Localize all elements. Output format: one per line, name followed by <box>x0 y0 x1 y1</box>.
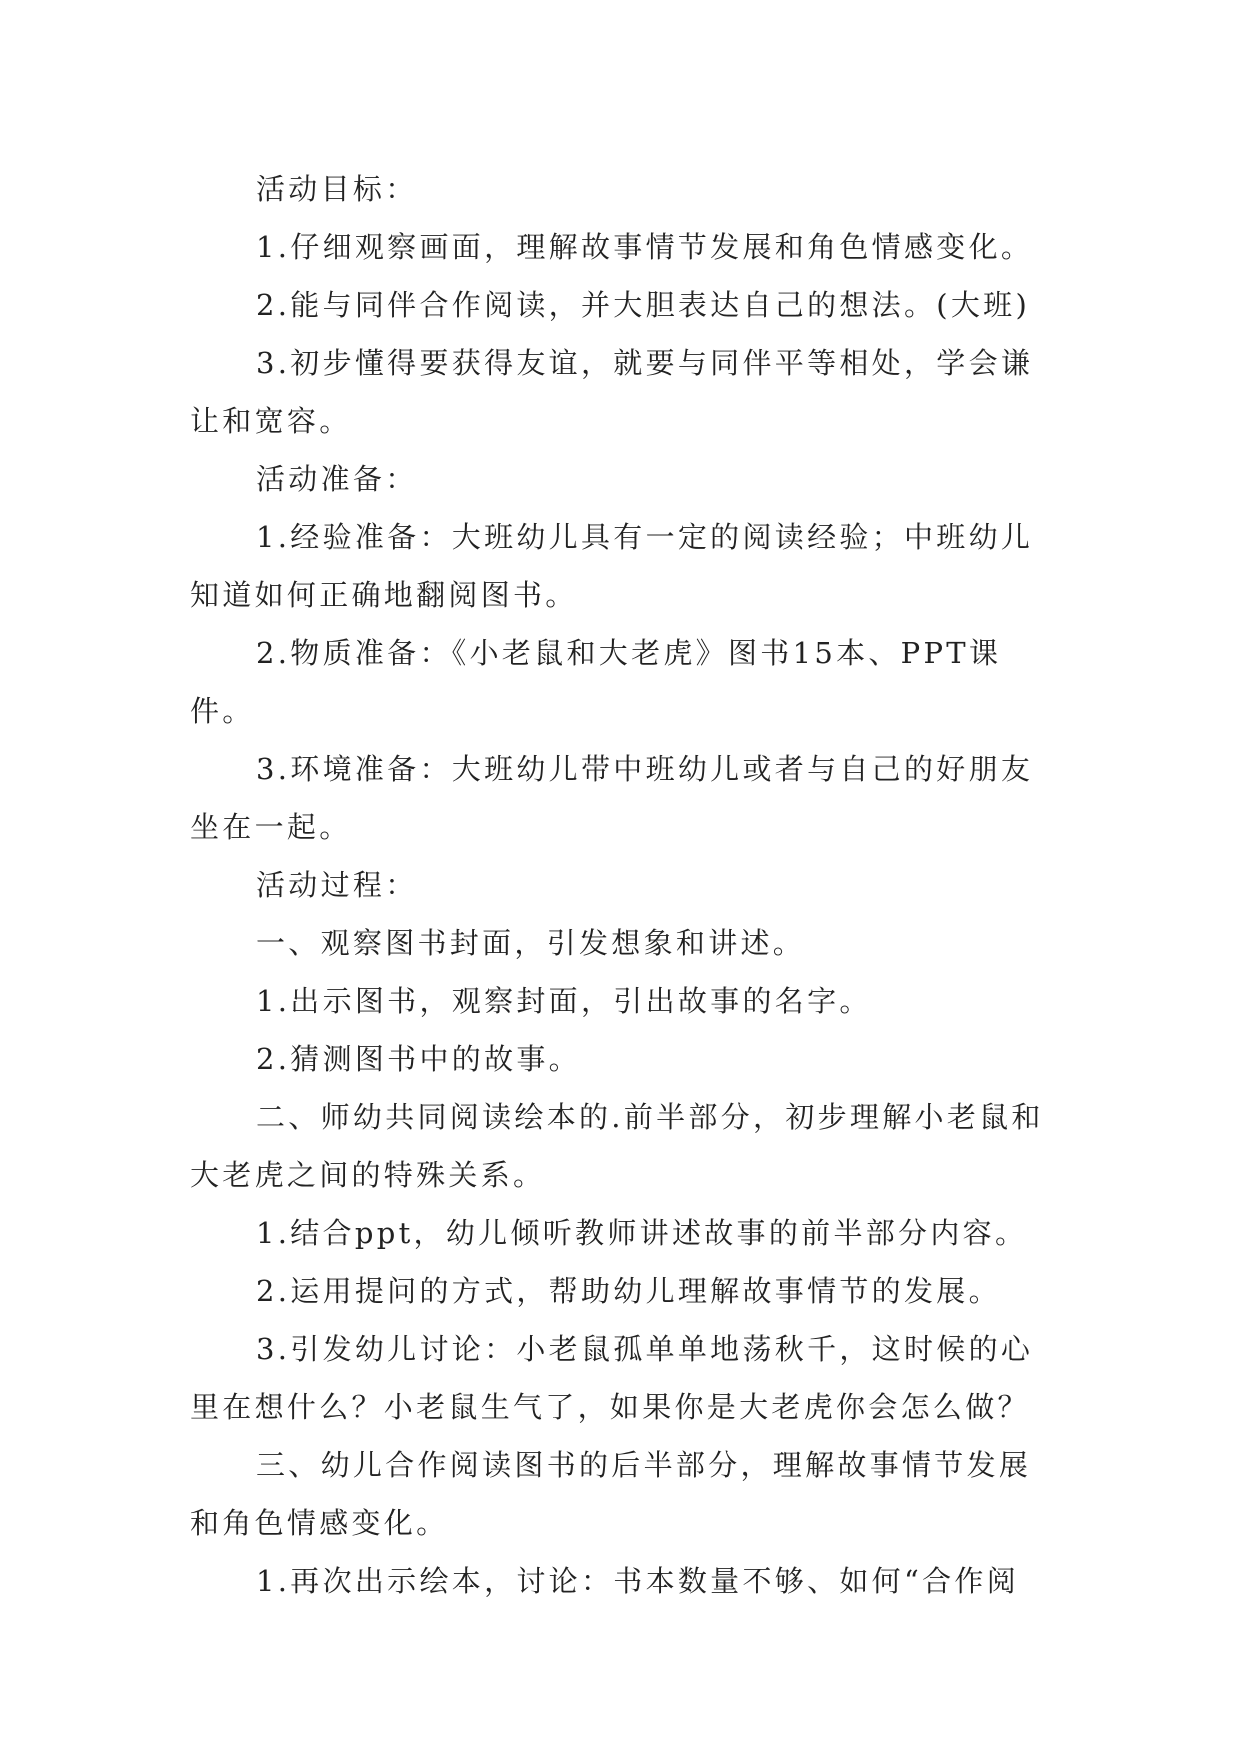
process-section-1-item-1: 1.出示图书，观察封面，引出故事的名字。 <box>256 984 872 1018</box>
process-section-1: 一、观察图书封面，引发想象和讲述。 <box>256 926 806 960</box>
document-body <box>190 160 1050 1610</box>
process-section-2: 二、师幼共同阅读绘本的.前半部分，初步理解小老鼠和大老虎之间的特殊关系。 <box>190 1100 1044 1192</box>
goal-item-1: 1.仔细观察画面，理解故事情节发展和角色情感变化。 <box>256 230 1034 264</box>
preparation-item-1: 1.经验准备：大班幼儿具有一定的阅读经验；中班幼儿知道如何正确地翻阅图书。 <box>190 520 1034 612</box>
process-section-2-item-3: 3.引发幼儿讨论：小老鼠孤单单地荡秋千，这时候的心里在想什么？小老鼠生气了，如果你是大老虎你会怎么做？ <box>190 1332 1034 1424</box>
heading-activity-process: 活动过程： <box>256 868 418 902</box>
preparation-item-2: 2.物质准备：《小老鼠和大老虎》图书15本、PPT课件。 <box>190 636 1002 728</box>
heading-activity-preparation: 活动准备： <box>256 462 418 496</box>
process-section-2-item-2: 2.运用提问的方式，帮助幼儿理解故事情节的发展。 <box>256 1274 1001 1308</box>
process-section-1-item-2: 2.猜测图书中的故事。 <box>256 1042 581 1076</box>
preparation-item-3: 3.环境准备：大班幼儿带中班幼儿或者与自己的好朋友坐在一起。 <box>190 752 1034 844</box>
process-section-3-item-1: 1.再次出示绘本，讨论：书本数量不够、如何“合作阅 <box>256 1564 1019 1598</box>
heading-activity-goals: 活动目标： <box>256 172 418 206</box>
goal-item-3: 3.初步懂得要获得友谊，就要与同伴平等相处，学会谦让和宽容。 <box>190 346 1034 438</box>
process-section-2-item-1: 1.结合ppt，幼儿倾听教师讲述故事的前半部分内容。 <box>256 1216 1028 1250</box>
process-section-3: 三、幼儿合作阅读图书的后半部分，理解故事情节发展和角色情感变化。 <box>190 1448 1032 1540</box>
goal-item-2: 2.能与同伴合作阅读，并大胆表达自己的想法。(大班) <box>256 288 1031 322</box>
